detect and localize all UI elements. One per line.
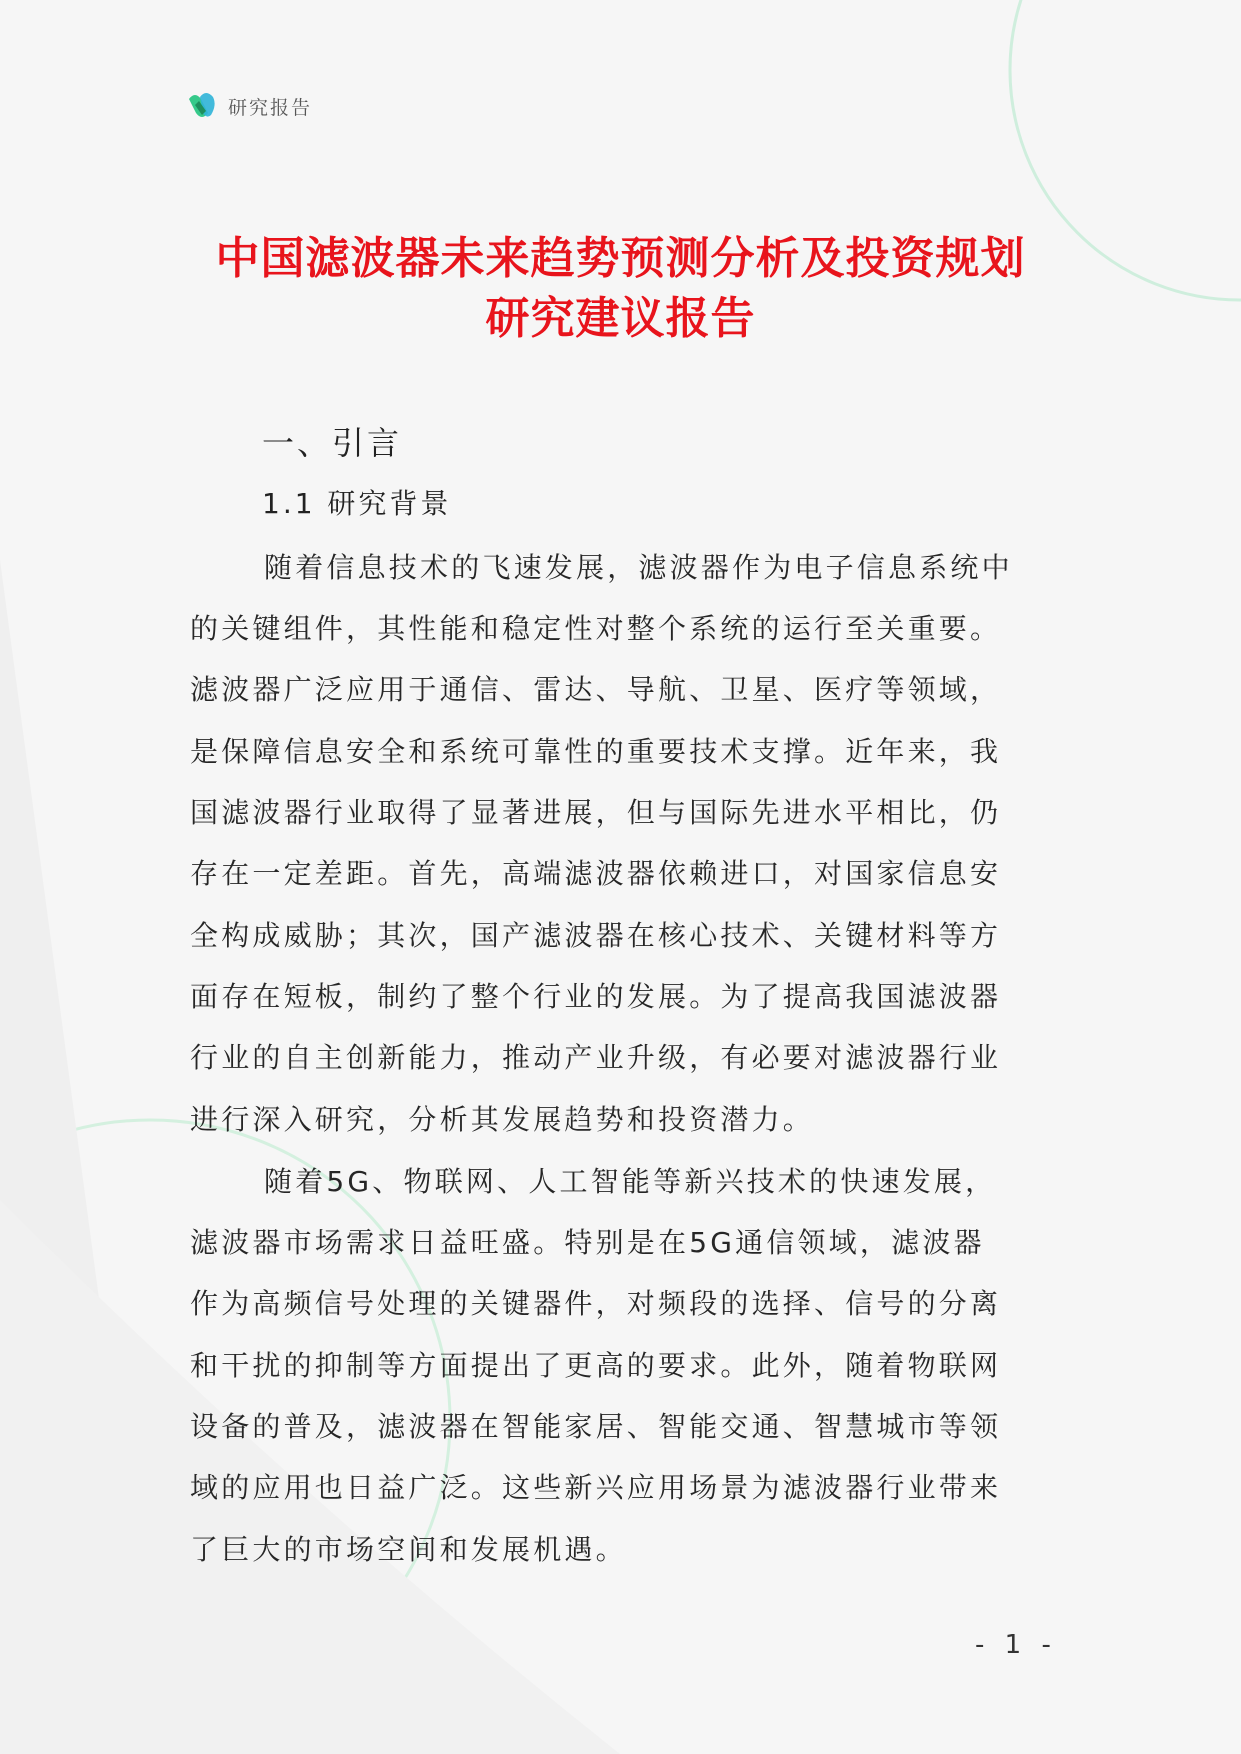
section-heading: 一、引言	[262, 424, 403, 462]
paragraph-line: 面存在短板，制约了整个行业的发展。为了提高我国滤波器	[190, 980, 1002, 1013]
page-number: - 1 -	[975, 1630, 1057, 1660]
paragraph-line: 滤波器市场需求日益旺盛。特别是在5G通信领域，滤波器	[190, 1226, 985, 1259]
report-header	[186, 88, 312, 124]
paragraph-line: 行业的自主创新能力，推动产业升级，有必要对滤波器行业	[190, 1041, 1002, 1074]
report-title-line-1: 中国滤波器未来趋势预测分析及投资规划	[215, 233, 1026, 284]
paragraph-line: 国滤波器行业取得了显著进展，但与国际先进水平相比，仍	[190, 796, 1002, 829]
paragraph-line: 全构成威胁；其次，国产滤波器在核心技术、关键材料等方	[190, 919, 1002, 952]
paragraph-line: 是保障信息安全和系统可靠性的重要技术支撑。近年来，我	[190, 735, 1002, 768]
report-title-line-2: 研究建议报告	[485, 293, 756, 344]
paragraph-2	[190, 1160, 1060, 1600]
research-report-logo-icon	[186, 89, 220, 123]
paragraph-line: 设备的普及，滤波器在智能家居、智能交通、智慧城市等领	[190, 1410, 1002, 1443]
paragraph-line: 随着信息技术的飞速发展，滤波器作为电子信息系统中	[264, 551, 1013, 584]
paragraph-line: 的关键组件，其性能和稳定性对整个系统的运行至关重要。	[190, 612, 1002, 645]
paragraph-line: 和干扰的抑制等方面提出了更高的要求。此外，随着物联网	[190, 1349, 1002, 1382]
paragraph-line: 滤波器广泛应用于通信、雷达、导航、卫星、医疗等领域，	[190, 673, 1002, 706]
paragraph-1	[190, 546, 1060, 1166]
paragraph-line: 了巨大的市场空间和发展机遇。	[190, 1533, 627, 1566]
subsection-heading: 1.1 研究背景	[262, 487, 452, 520]
paragraph-line: 域的应用也日益广泛。这些新兴应用场景为滤波器行业带来	[190, 1471, 1002, 1504]
paragraph-line: 存在一定差距。首先，高端滤波器依赖进口，对国家信息安	[190, 857, 1002, 890]
paragraph-line: 随着5G、物联网、人工智能等新兴技术的快速发展，	[264, 1165, 997, 1198]
header-label: 研究报告	[228, 96, 313, 119]
paragraph-line: 进行深入研究，分析其发展趋势和投资潜力。	[190, 1103, 815, 1136]
paragraph-line: 作为高频信号处理的关键器件，对频段的选择、信号的分离	[190, 1287, 1002, 1320]
